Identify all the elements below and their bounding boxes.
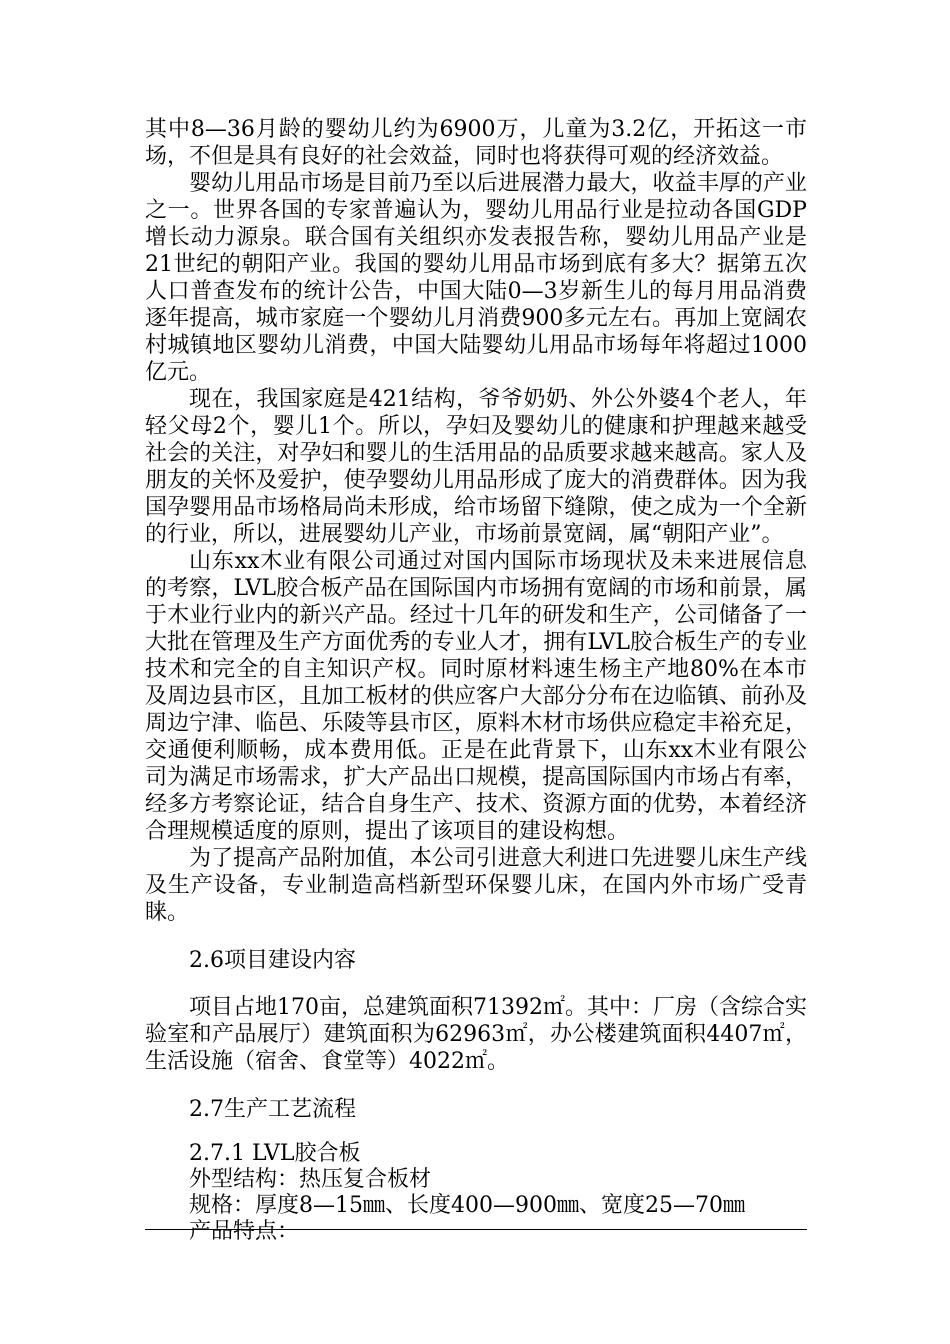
spec-line-size: 规格：厚度8—15㎜、长度400—900㎜、宽度25—70㎜: [189, 1193, 745, 1218]
document-page: [145, 116, 807, 1245]
section-2-7-heading: 2.7生产工艺流程: [189, 1097, 356, 1122]
paragraph-3: 现在，我国家庭是421结构，爷爷奶奶、外公外婆4个老人，年轻父母2个，婴儿1个。所以，孕妇及婴幼儿的健康和护理越来越受社会的关注，对孕妇和婴儿的生活用品的品质要求越来越高。家人及朋友的关怀及爱护，使孕婴幼儿用品形成了庞大的消费群体。因为我国孕婴用品市场格局尚未形成，给市场留下缝隙，使之成为一个全新的行业，所以，进展婴幼儿产业，市场前景宽阔，属“朝阳产业”。: [145, 387, 807, 547]
section-2-7-1-subheading: 2.7.1 LVL胶合板: [189, 1141, 361, 1166]
paragraph-4: 山东xx木业有限公司通过对国内国际市场现状及未来进展信息的考察，LVL胶合板产品在国际国内市场拥有宽阔的市场和前景，属于木业行业内的新兴产品。经过十几年的研发和生产，公司储备了一大批在管理及生产方面优秀的专业人才，拥有LVL胶合板生产的专业技术和完全的自主知识产权。同时原材料速生杨主产地80%在本市及周边县市区，且加工板材的供应客户大部分分布在边临镇、前孙及周边宁津、临邑、乐陵等县市区，原料木材市场供应稳定丰裕充足，交通便利顺畅，成本费用低。正是在此背景下，山东xx木业有限公司为满足市场需求，扩大产品出口规模，提高国际国内市场占有率，经多方考察论证，结合自身生产、技术、资源方面的优势，本着经济合理规模适度的原则，提出了该项目的建设构想。: [145, 549, 807, 844]
spec-line-structure: 外型结构：热压复合板材: [189, 1167, 432, 1192]
section-2-6-body: 项目占地170亩，总建筑面积71392㎡。其中：厂房（含综合实验室和产品展厅）建筑面积为62963㎡，办公楼建筑面积4407㎡，生活设施（宿舍、食堂等）4022㎡。: [145, 995, 807, 1074]
paragraph-5: 为了提高产品附加值，本公司引进意大利进口先进婴儿床生产线及生产设备，专业制造高档新型环保婴儿床，在国内外市场广受青睐。: [145, 846, 807, 925]
paragraph-1: 其中8—36月龄的婴幼儿约为6900万，儿童为3.2亿，开拓这一市场，不但是具有良好的社会效益，同时也将获得可观的经济效益。: [145, 117, 807, 169]
section-2-6-heading: 2.6项目建设内容: [189, 948, 356, 973]
paragraph-2: 婴幼儿用品市场是目前乃至以后进展潜力最大，收益丰厚的产业之一。世界各国的专家普遍认为，婴幼儿用品行业是拉动各国GDP增长动力源泉。联合国有关组织亦发表报告称，婴幼儿用品产业是21世纪的朝阳产业。我国的婴幼儿用品市场到底有多大？据第五次人口普查发布的统计公告，中国大陆0—3岁新生儿的每月用品消费逐年提高，城市家庭一个婴幼儿月消费900多元左右。再加上宽阔农村城镇地区婴幼儿消费，中国大陆婴幼儿用品市场每年将超过1000亿元。: [145, 171, 807, 385]
footer-rule: [145, 1229, 807, 1230]
spec-line-features: 产品特点：: [189, 1219, 300, 1244]
